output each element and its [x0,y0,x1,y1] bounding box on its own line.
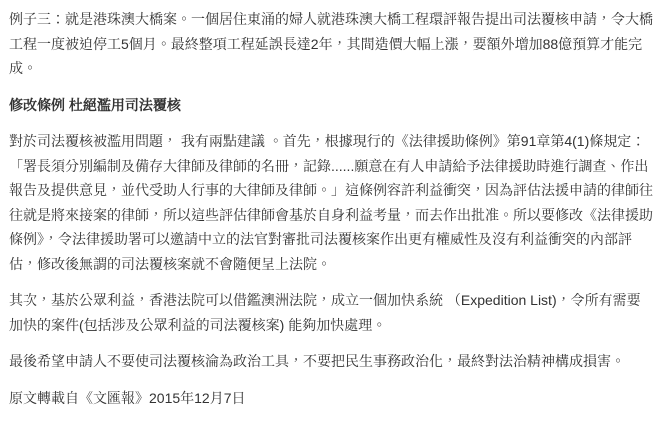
source-attribution: 原文轉載自《文匯報》2015年12月7日 [9,389,246,406]
paragraph-conclusion: 最後希望申請人不要使司法覆核淪為政治工具，不要把民生事務政治化，最終對法治精神構成損害。 [9,353,625,369]
paragraph-example-3: 例子三：就是港珠澳大橋案。一個居住東涌的婦人就港珠澳大橋工程環評報告提出司法覆核申請，令大橋工程一度被迫停工5個月。最終整項工程延誤長達2年，其間造價大幅上漲，要額外增加88億預算才能完成。 [9,11,653,76]
paragraph-suggestion-1: 對於司法覆核被濫用問題， 我有兩點建議 。首先，根據現行的《法律援助條例》第91章第4(1)條規定：「署長須分別編制及備存大律師及律師的名冊，記錄......願意在有人申請給予法律援助時進行調查、作出報告及提供意見，並代受助人行事的大律師及律師。」這條例容許利益衝突，因為評估法援申請的律師往往就是將來接案的律師，所以這些評估律師會基於自身利益考量，而去作出批准。所以要修改《法律援助條例》，令法律援助署可以邀請中立的法官對審批司法覆核案作出更有權威性及沒有利益衝突的內部評估，修改後無謂的司法覆核案就不會隨便呈上法院。 [9,133,653,272]
paragraph-suggestion-2: 其次，基於公眾利益，香港法院可以借鑑澳洲法院，成立一個加快系統 （Expedition List)，令所有需要加快的案件(包括涉及公眾利益的司法覆核案) 能夠加快處理。 [9,292,641,333]
section-heading: 修改條例 杜絕濫用司法覆核 [9,96,181,113]
